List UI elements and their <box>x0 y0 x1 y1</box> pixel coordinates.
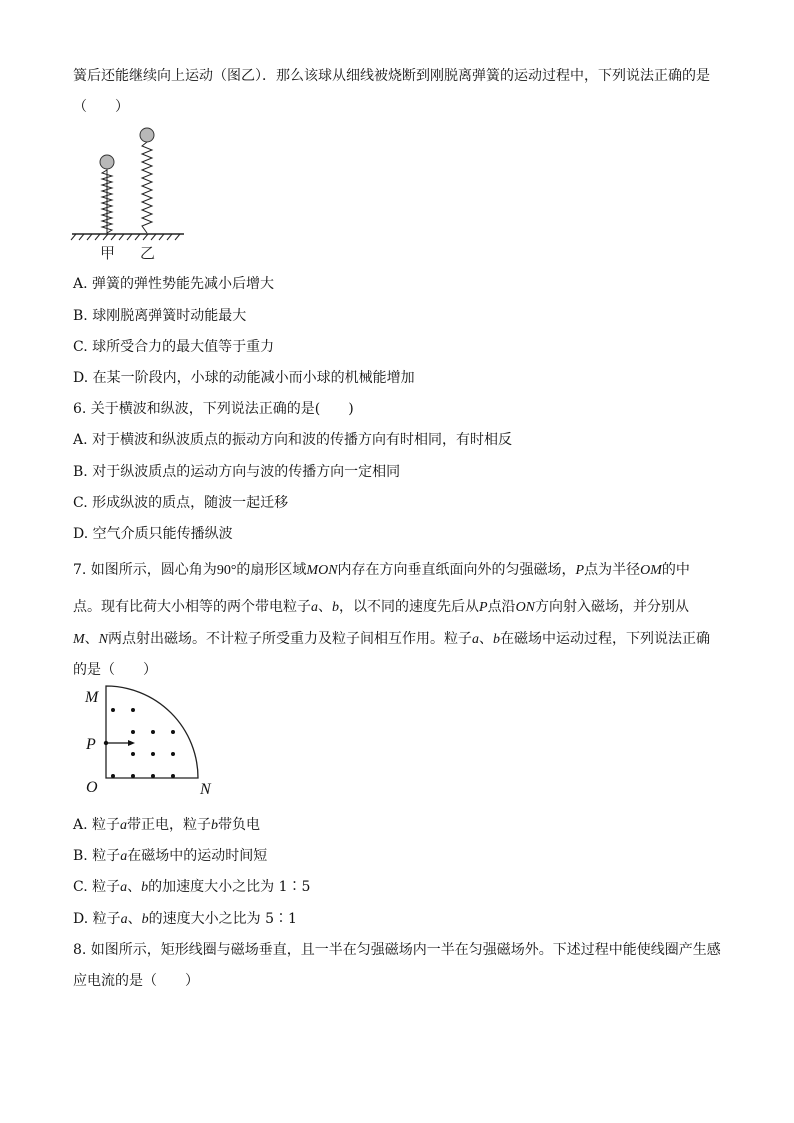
q7-stem-line1: 7. 如图所示，圆心角为90°的扇形区域MON内存在方向垂直纸面向外的匀强磁场，P点为半径OM的中 <box>73 562 690 578</box>
q5-option-d: D. 在某一阶段内，小球的动能减小而小球的机械能增加 <box>73 370 415 386</box>
left-spring <box>102 168 112 234</box>
label-m: M <box>85 689 99 706</box>
q7-option-a: A. 粒子a带正电，粒子b带负电 <box>73 817 261 833</box>
q7-stem-line2: 点。现有比荷大小相等的两个带电粒子a、b，以不同的速度先后从P点沿ON方向射入磁场，并分别从 <box>73 599 690 615</box>
q5-stem-line2: （ ） <box>73 99 129 115</box>
q7-stem-line3: M、N两点射出磁场。不计粒子所受重力及粒子间相互作用。粒子a、b在磁场中运动过程，下列说法正确 <box>73 631 711 647</box>
q5-spring-figure <box>70 124 190 264</box>
label-jia: 甲 <box>100 246 116 262</box>
q6-stem: 6. 关于横波和纵波，下列说法正确的是( ) <box>73 401 354 417</box>
label-n: N <box>200 781 211 798</box>
q5-option-c: C. 球所受合力的最大值等于重力 <box>73 339 275 355</box>
left-ball <box>100 155 114 169</box>
q7-stem-line4: 的是（ ） <box>73 662 157 678</box>
right-ball <box>140 128 154 142</box>
q5-option-a: A. 弹簧的弹性势能先减小后增大 <box>73 276 275 292</box>
label-yi: 乙 <box>140 246 156 262</box>
q5-option-b: B. 球刚脱离弹簧时动能最大 <box>73 308 247 324</box>
label-p: P <box>86 736 96 753</box>
q6-option-c: C. 形成纵波的质点，随波一起迁移 <box>73 495 289 511</box>
q7-option-b: B. 粒子a在磁场中的运动时间短 <box>73 848 268 864</box>
label-o: O <box>86 779 98 796</box>
q7-sector-figure <box>80 684 220 802</box>
q6-option-b: B. 对于纵波质点的运动方向与波的传播方向一定相同 <box>73 464 401 480</box>
q7-option-d: D. 粒子a、b的速度大小之比为 5∶1 <box>73 911 297 927</box>
q6-option-d: D. 空气介质只能传播纵波 <box>73 526 233 542</box>
q6-option-a: A. 对于横波和纵波质点的振动方向和波的传播方向有时相同，有时相反 <box>73 432 513 448</box>
q8-stem-line2: 应电流的是（ ） <box>73 973 199 989</box>
q5-stem-line1: 簧后还能继续向上运动（图乙）．那么该球从细线被烧断到刚脱离弹簧的运动过程中，下列说法正确的是 <box>73 68 710 84</box>
q7-option-c: C. 粒子a、b的加速度大小之比为 1∶5 <box>73 879 311 895</box>
q8-stem-line1: 8. 如图所示，矩形线圈与磁场垂直，且一半在匀强磁场内一半在匀强磁场外。下述过程中能使线圈产生感 <box>73 942 721 958</box>
right-spring <box>142 142 152 233</box>
